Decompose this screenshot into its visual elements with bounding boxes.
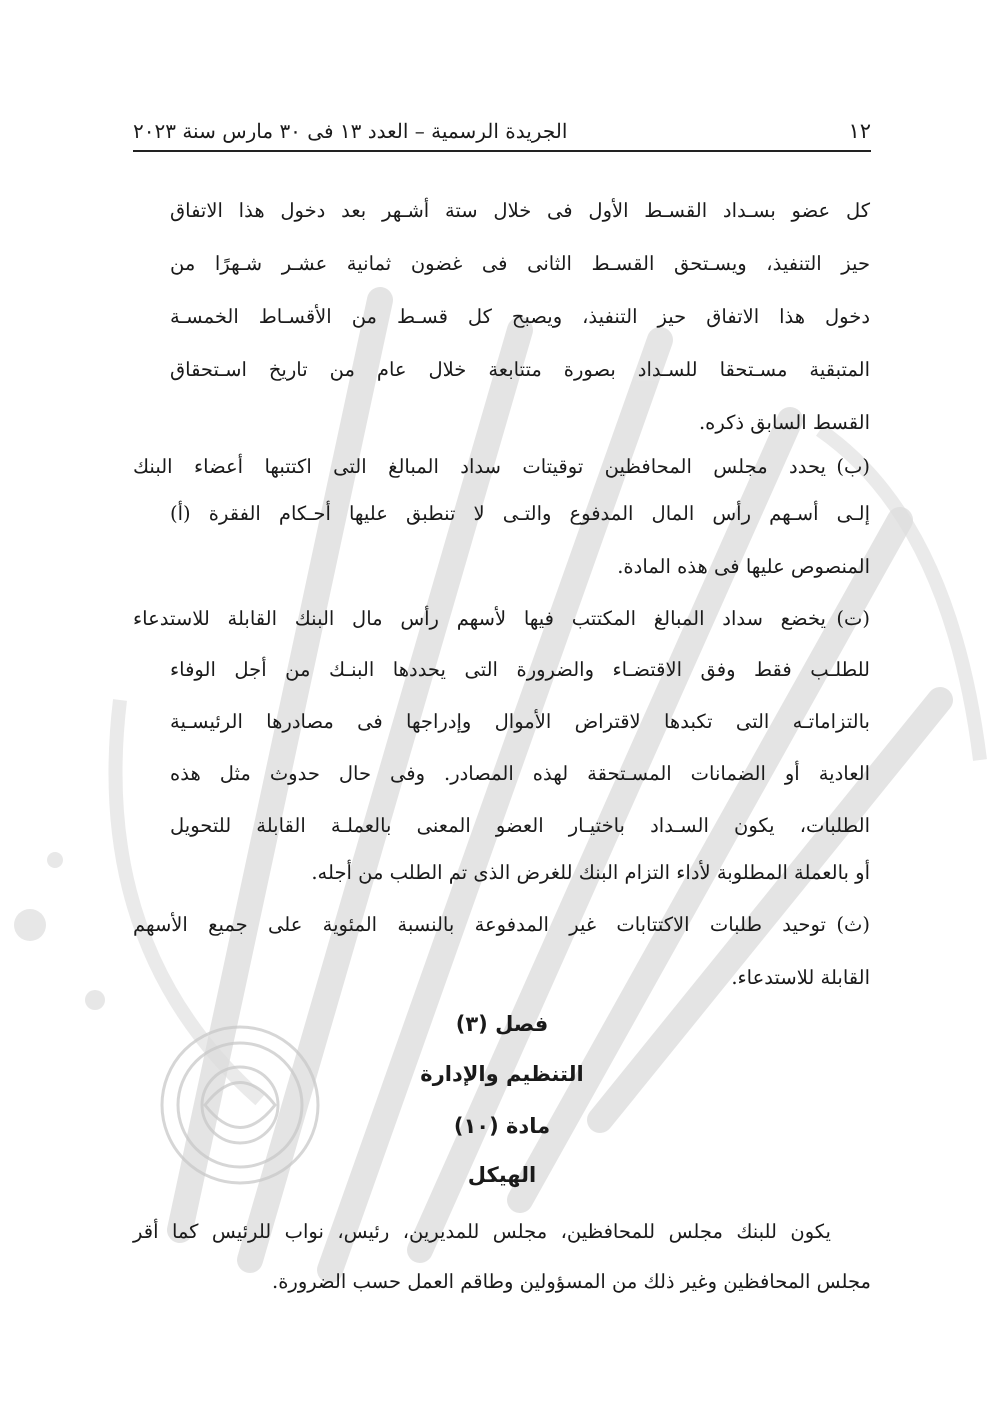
text-line: يكون للبنك مجلس للمحافظين، مجلس للمديرين، رئيس، نواب للرئيس كما أقر	[133, 1220, 831, 1243]
text-line: المنصوص عليها فى هذه المادة.	[617, 555, 870, 578]
article-title: الهيكل	[467, 1163, 537, 1187]
item-label: (ب)	[836, 455, 870, 478]
chapter-heading: فصل (٣)	[455, 1012, 549, 1036]
text-line: للطلـب فقط وفق الاقتضـاء والضرورة التى يحددها البنـك من أجل الوفاء	[170, 658, 870, 681]
article-heading: مادة (١٠)	[453, 1114, 551, 1138]
text-line: توحيد طلبات الاكتتابات غير المدفوعة بالنسبة المئوية على جميع الأسهم	[133, 913, 826, 936]
text-line: المتبقية مسـتحقا للسـداد بصورة متتابعة خلال عام من تاريخ اسـتحقاق	[170, 358, 870, 381]
text-line: الطلبات، يكون السـداد باختيـار العضو المعنى بالعملـة القابلة للتحويل	[170, 814, 870, 837]
text-line: يحدد مجلس المحافظين توقيتات سداد المبالغ التى اكتتبها أعضاء البنك	[133, 455, 826, 478]
text-line: القسط السابق ذكره.	[698, 411, 870, 434]
text-line: يخضع سداد المبالغ المكتتب فيها لأسهم رأس مال البنك القابلة للاستدعاء	[133, 607, 826, 630]
text-line: كل عضو بسـداد القسـط الأول فى خلال ستة أشـهر بعد دخول هذا الاتفاق	[170, 199, 870, 222]
item-label: (ث)	[836, 913, 870, 936]
text-line: دخول هذا الاتفاق حيز التنفيذ، ويصبح كل قسـط من الأقسـاط الخمسـة	[170, 305, 870, 328]
text-line: حيز التنفيذ، ويسـتحق القسـط الثانى فى غضون ثمانية عشـر شـهرًا من	[170, 252, 870, 275]
page-header	[133, 112, 871, 152]
text-line: مجلس المحافظين وغير ذلك من المسؤولين وطاقم العمل حسب الضرورة.	[272, 1270, 871, 1293]
text-line: القابلة للاستدعاء.	[731, 966, 870, 989]
chapter-title: التنظيم والإدارة	[420, 1062, 584, 1086]
text-line: أو بالعملة المطلوبة لأداء التزام البنك للغرض الذى تم الطلب من أجله.	[311, 861, 870, 884]
gazette-title: الجريدة الرسمية – العدد ١٣ فى ٣٠ مارس سنة ٢٠٢٣	[133, 119, 568, 143]
text-line: العادية أو الضمانات المسـتحقة لهذه المصادر. وفى حال حدوث مثل هذه	[170, 762, 870, 785]
text-line: بالتزاماتـه التى تكبدها لاقتراض الأموال وإدراجها فى مصادرها الرئيسـية	[170, 710, 870, 733]
text-line: إلـى أسـهم رأس المال المدفوع والتـى لا تنطبق عليها أحـكام الفقرة (أ)	[170, 502, 870, 525]
item-label: (ت)	[836, 607, 870, 630]
page-number: ١٢	[848, 119, 871, 143]
